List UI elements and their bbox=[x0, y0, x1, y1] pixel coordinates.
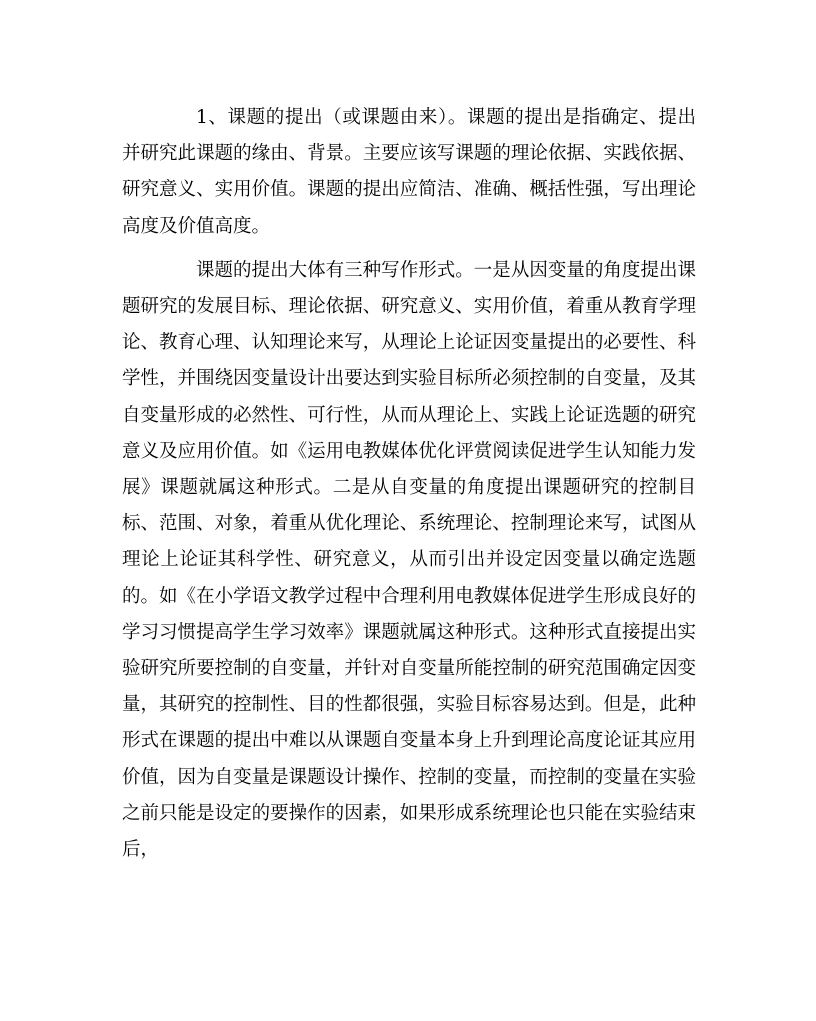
document-body bbox=[122, 100, 696, 868]
paragraph-topic-proposal: 1、课题的提出（或课题由来）。课题的提出是指确定、提出并研究此课题的缘由、背景。主要应该写课题的理论依据、实践依据、研究意义、实用价值。课题的提出应简洁、准确、概括性强，写出理论高度及价值高度。 bbox=[122, 107, 696, 237]
paragraph-writing-forms: 课题的提出大体有三种写作形式。一是从因变量的角度提出课题研究的发展目标、理论依据、研究意义、实用价值，着重从教育学理论、教育心理、认知理论来写，从理论上论证因变量提出的必要性、科学性，并围绕因变量设计出要达到实验目标所必须控制的自变量，及其自变量形成的必然性、可行性，从而从理论上、实践上论证选题的研究意义及应用价值。如《运用电教媒体优化评赏阅读促进学生认知能力发展》课题就属这种形式。二是从自变量的角度提出课题研究的控制目标、范围、对象，着重从优化理论、系统理论、控制理论来写，试图从理论上论证其科学性、研究意义，从而引出并设定因变量以确定选题的。如《在小学语文教学过程中合理利用电教媒体促进学生形成良好的学习习惯提高学生学习效率》课题就属这种形式。这种形式直接提出实验研究所要控制的自变量，并针对自变量所能控制的研究范围确定因变量，其研究的控制性、目的性都很强，实验目标容易达到。但是，此种形式在课题的提出中难以从课题自变量本身上升到理论高度论证其应用价值，因为自变量是课题设计操作、控制的变量，而控制的变量在实验之前只能是设定的要操作的因素，如果形成系统理论也只能在实验结束后， bbox=[122, 259, 696, 861]
